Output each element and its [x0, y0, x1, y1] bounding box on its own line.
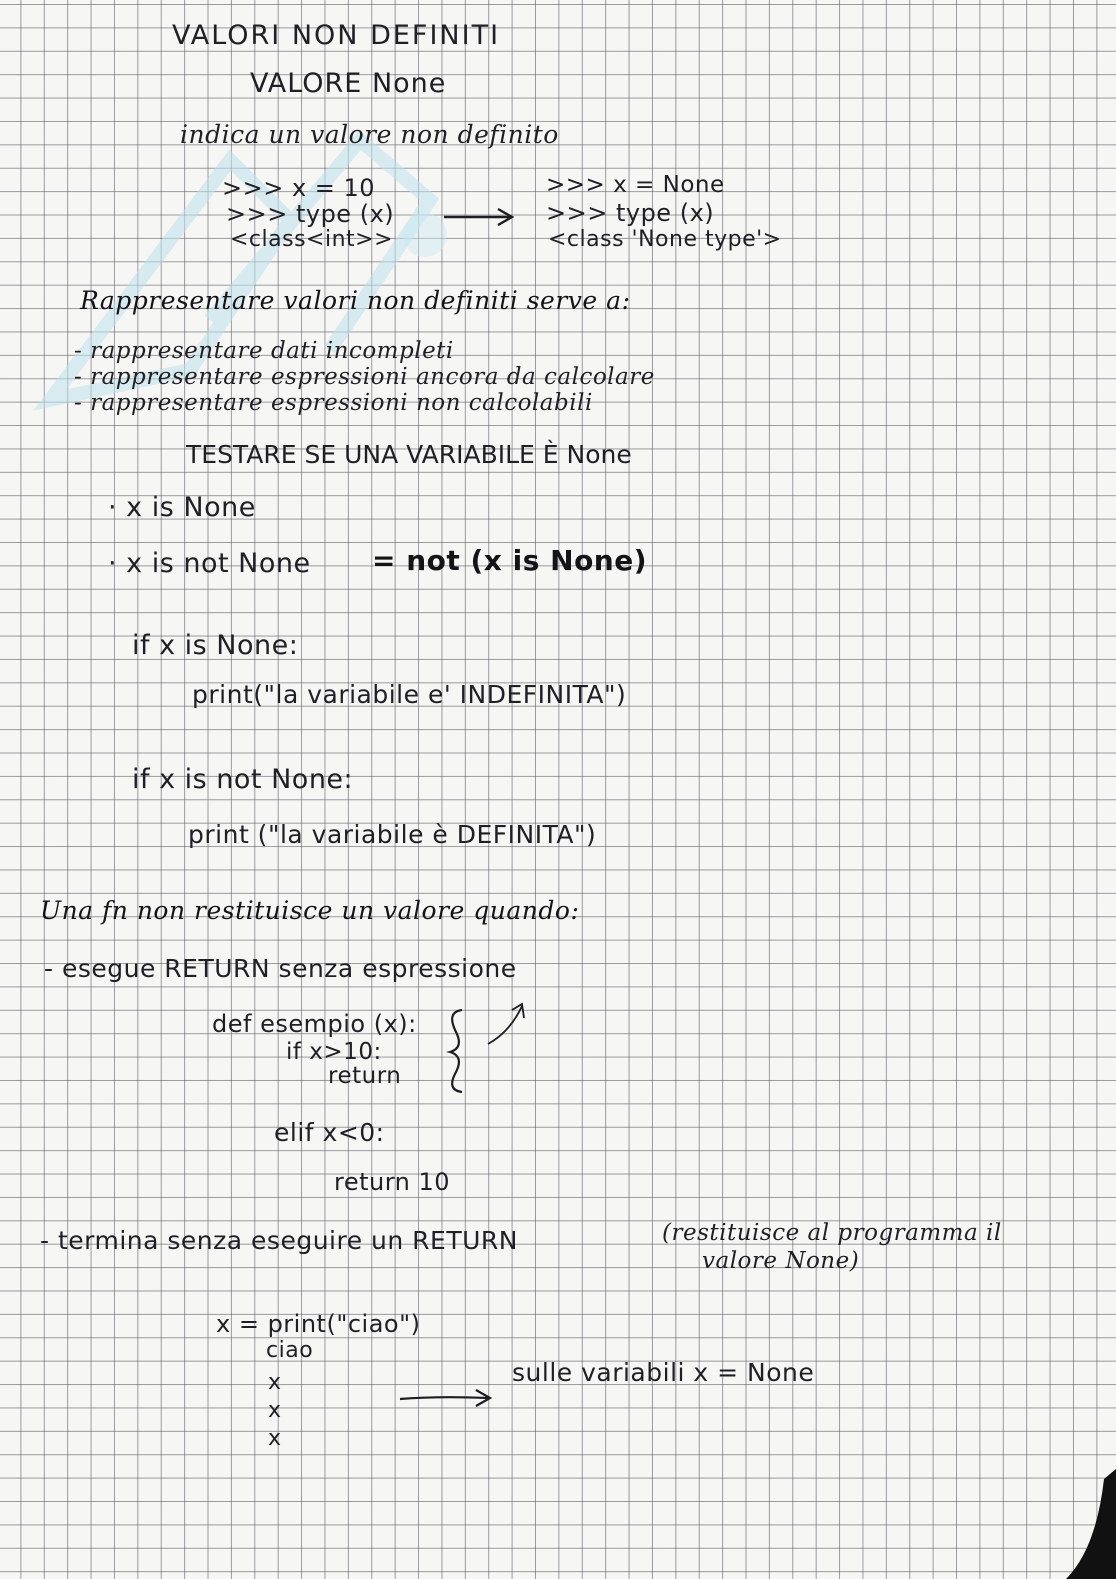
code-elif: elif x<0:: [274, 1118, 385, 1147]
test-heading: TESTARE SE UNA VARIABILE È None: [186, 440, 632, 469]
output-x-2: x: [268, 1398, 282, 1423]
result-note: sulle variabili x = None: [512, 1358, 815, 1387]
example-arrow-icon: [442, 205, 518, 227]
code-return-10: return 10: [334, 1168, 451, 1196]
test-is-none: · x is None: [108, 492, 256, 523]
code-print-defined: print ("la variabile è DEFINITA"): [188, 820, 597, 849]
purpose-heading: Rappresentare valori non definiti serve a:: [80, 286, 631, 315]
case-end-without-return: - termina senza eseguire un RETURN: [40, 1226, 518, 1255]
page-title: VALORI NON DEFINITI: [172, 20, 501, 51]
case-return-without-expression: - esegue RETURN senza espressione: [44, 954, 517, 983]
return-heading: Una fn non restituisce un valore quando:: [40, 896, 580, 925]
code-if-greater: if x>10:: [286, 1039, 382, 1065]
purpose-item-2: - rappresentare espressioni ancora da calcolare: [74, 364, 655, 390]
test-equivalence: = not (x is None): [372, 544, 648, 577]
example-right-line-2: >>> type (x): [546, 199, 715, 227]
test-is-not-none: · x is not None: [108, 548, 311, 579]
case-end-note-2: valore None): [702, 1248, 860, 1274]
output-x-3: x: [268, 1426, 282, 1451]
code-print-ciao: x = print("ciao"): [216, 1310, 421, 1338]
example-right-line-3: <class 'None type'>: [548, 227, 782, 252]
example-left-line-1: >>> x = 10: [222, 174, 376, 202]
purpose-item-1: - rappresentare dati incompleti: [74, 338, 454, 364]
code-if-not-none: if x is not None:: [132, 764, 354, 795]
code-if-none: if x is None:: [132, 630, 299, 661]
code-def: def esempio (x):: [212, 1010, 417, 1038]
output-x-1: x: [268, 1370, 282, 1395]
page-corner-shadow: [1056, 1469, 1116, 1579]
code-return: return: [328, 1063, 402, 1089]
code-print-undefined: print("la variabile e' INDEFINITA"): [192, 680, 627, 709]
output-ciao: ciao: [266, 1338, 314, 1363]
page-subtitle: VALORE None: [250, 68, 447, 99]
brace-arrow-icon: [440, 992, 550, 1102]
case-end-note-1: (restituisce al programma il: [662, 1220, 1002, 1246]
purpose-item-3: - rappresentare espressioni non calcolabili: [74, 390, 593, 416]
example-left-line-3: <class<int>>: [230, 227, 394, 252]
result-arrow-icon: [398, 1386, 498, 1408]
intro-text: indica un valore non definito: [180, 120, 559, 149]
example-right-line-1: >>> x = None: [546, 172, 725, 198]
example-left-line-2: >>> type (x): [226, 200, 395, 228]
